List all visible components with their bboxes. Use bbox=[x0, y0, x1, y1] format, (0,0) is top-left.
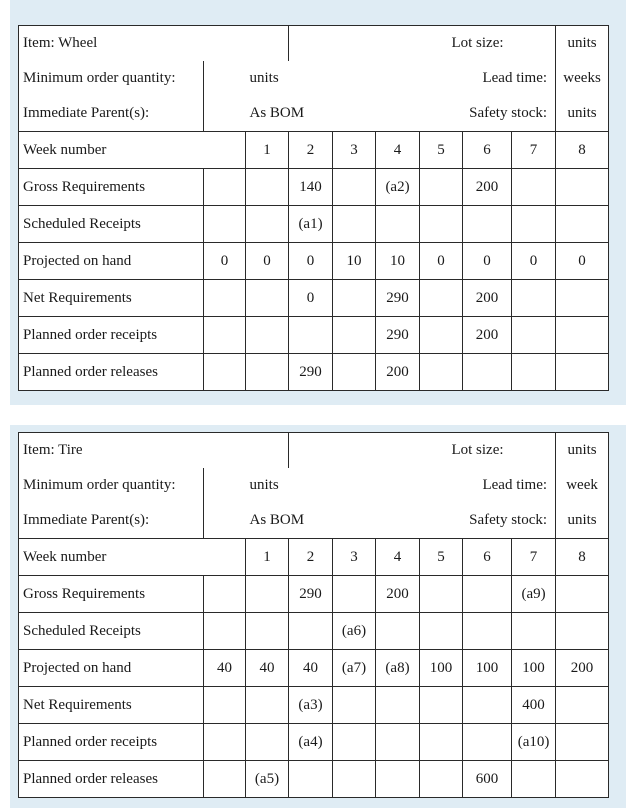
table-row bbox=[19, 613, 609, 650]
week-5: 5 bbox=[420, 132, 463, 169]
week-5-cell bbox=[420, 687, 463, 724]
week-3-cell: (a7) bbox=[333, 650, 376, 687]
week-6-cell: 600 bbox=[463, 761, 512, 798]
week-7-cell bbox=[512, 280, 556, 317]
week-4-cell bbox=[376, 687, 420, 724]
week-6-cell bbox=[463, 724, 512, 761]
safety-stock-label: Safety stock: bbox=[469, 512, 548, 528]
week-6-cell: 200 bbox=[463, 169, 512, 206]
row-label: Projected on hand bbox=[19, 243, 204, 280]
week-1-cell bbox=[246, 169, 289, 206]
week-1: 1 bbox=[246, 539, 289, 576]
week-7: 7 bbox=[512, 539, 556, 576]
week-3-cell: (a6) bbox=[333, 613, 376, 650]
week-5-cell bbox=[420, 280, 463, 317]
week-8-cell bbox=[556, 576, 609, 613]
starting-inventory-cell bbox=[204, 354, 246, 391]
week-7-cell: 400 bbox=[512, 687, 556, 724]
min-order-unit: units bbox=[249, 477, 279, 493]
week-4-cell bbox=[376, 724, 420, 761]
table-row bbox=[19, 354, 609, 391]
lot-size-unit: units bbox=[556, 433, 609, 469]
week-7-cell bbox=[512, 169, 556, 206]
week-8-cell bbox=[556, 206, 609, 243]
week-6: 6 bbox=[463, 539, 512, 576]
week-3-cell bbox=[333, 761, 376, 798]
starting-inventory-cell: 0 bbox=[204, 243, 246, 280]
week-1: 1 bbox=[246, 132, 289, 169]
week-number-label: Week number bbox=[19, 132, 246, 169]
week-8-cell: 0 bbox=[556, 243, 609, 280]
min-order-label: Minimum order quantity: bbox=[19, 61, 204, 96]
week-2: 2 bbox=[289, 132, 333, 169]
week-3: 3 bbox=[333, 132, 376, 169]
week-2: 2 bbox=[289, 539, 333, 576]
week-8-cell bbox=[556, 169, 609, 206]
week-5-cell bbox=[420, 724, 463, 761]
starting-inventory-cell bbox=[204, 724, 246, 761]
week-1-cell bbox=[246, 317, 289, 354]
week-6: 6 bbox=[463, 132, 512, 169]
week-3: 3 bbox=[333, 539, 376, 576]
week-6-cell: 100 bbox=[463, 650, 512, 687]
parents-value: As BOM bbox=[249, 512, 305, 528]
week-4-cell: (a2) bbox=[376, 169, 420, 206]
min-order-label: Minimum order quantity: bbox=[19, 468, 204, 503]
table-row bbox=[19, 650, 609, 687]
week-7-cell bbox=[512, 317, 556, 354]
week-4-cell: (a8) bbox=[376, 650, 420, 687]
week-7-cell: 0 bbox=[512, 243, 556, 280]
week-5-cell: 0 bbox=[420, 243, 463, 280]
week-2-cell: 0 bbox=[289, 280, 333, 317]
lead-time-unit: week bbox=[556, 468, 609, 503]
week-8-cell bbox=[556, 613, 609, 650]
week-7-cell bbox=[512, 206, 556, 243]
week-4-cell: 10 bbox=[376, 243, 420, 280]
week-2-cell: 40 bbox=[289, 650, 333, 687]
week-7: 7 bbox=[512, 132, 556, 169]
parents-value: As BOM bbox=[249, 105, 305, 121]
week-8-cell bbox=[556, 724, 609, 761]
week-4-cell bbox=[376, 206, 420, 243]
lead-time-unit: weeks bbox=[556, 61, 609, 96]
week-5-cell bbox=[420, 576, 463, 613]
safety-stock-unit: units bbox=[556, 503, 609, 539]
week-5-cell bbox=[420, 354, 463, 391]
week-3-cell bbox=[333, 169, 376, 206]
week-5-cell bbox=[420, 761, 463, 798]
table-row bbox=[19, 169, 609, 206]
week-4: 4 bbox=[376, 539, 420, 576]
week-6-cell bbox=[463, 206, 512, 243]
week-5-cell bbox=[420, 206, 463, 243]
week-3-cell bbox=[333, 354, 376, 391]
starting-inventory-cell bbox=[204, 687, 246, 724]
starting-inventory-cell: 40 bbox=[204, 650, 246, 687]
starting-inventory-cell bbox=[204, 576, 246, 613]
table-row bbox=[19, 724, 609, 761]
week-5-cell bbox=[420, 613, 463, 650]
row-label: Planned order releases bbox=[19, 761, 204, 798]
wheel-mrp-table bbox=[18, 25, 609, 391]
row-label: Planned order receipts bbox=[19, 317, 204, 354]
week-1-cell bbox=[246, 613, 289, 650]
parents-label: Immediate Parent(s): bbox=[19, 96, 204, 132]
safety-stock-label: Safety stock: bbox=[469, 105, 548, 121]
row-label: Net Requirements bbox=[19, 280, 204, 317]
row-label: Planned order receipts bbox=[19, 724, 204, 761]
starting-inventory-cell bbox=[204, 169, 246, 206]
week-4: 4 bbox=[376, 132, 420, 169]
starting-inventory-cell bbox=[204, 317, 246, 354]
week-1-cell: 0 bbox=[246, 243, 289, 280]
item-name: Item: Wheel bbox=[19, 26, 289, 62]
week-5-cell bbox=[420, 169, 463, 206]
week-7-cell: (a10) bbox=[512, 724, 556, 761]
week-2-cell bbox=[289, 613, 333, 650]
lead-time-label: Lead time: bbox=[482, 70, 548, 86]
week-6-cell bbox=[463, 687, 512, 724]
week-8: 8 bbox=[556, 539, 609, 576]
week-4-cell: 290 bbox=[376, 280, 420, 317]
week-2-cell: 290 bbox=[289, 354, 333, 391]
table-row bbox=[19, 280, 609, 317]
week-number-label: Week number bbox=[19, 539, 246, 576]
week-2-cell bbox=[289, 761, 333, 798]
item-name: Item: Tire bbox=[19, 433, 289, 469]
week-6-cell bbox=[463, 613, 512, 650]
starting-inventory-cell bbox=[204, 206, 246, 243]
tire-mrp-table bbox=[18, 432, 609, 798]
week-3-cell bbox=[333, 576, 376, 613]
week-6-cell bbox=[463, 576, 512, 613]
row-label: Gross Requirements bbox=[19, 169, 204, 206]
week-2-cell: (a3) bbox=[289, 687, 333, 724]
week-3-cell bbox=[333, 687, 376, 724]
week-3-cell bbox=[333, 280, 376, 317]
row-label: Projected on hand bbox=[19, 650, 204, 687]
week-8: 8 bbox=[556, 132, 609, 169]
week-7-cell: 100 bbox=[512, 650, 556, 687]
row-label: Gross Requirements bbox=[19, 576, 204, 613]
starting-inventory-cell bbox=[204, 761, 246, 798]
lot-size-label: Lot size: bbox=[376, 433, 512, 469]
week-1-cell: 40 bbox=[246, 650, 289, 687]
week-4-cell bbox=[376, 613, 420, 650]
week-8-cell bbox=[556, 687, 609, 724]
week-3-cell bbox=[333, 317, 376, 354]
week-8-cell bbox=[556, 317, 609, 354]
week-2-cell: (a4) bbox=[289, 724, 333, 761]
week-6-cell bbox=[463, 354, 512, 391]
parents-label: Immediate Parent(s): bbox=[19, 503, 204, 539]
starting-inventory-cell bbox=[204, 613, 246, 650]
lot-size-unit: units bbox=[556, 26, 609, 62]
week-5-cell: 100 bbox=[420, 650, 463, 687]
week-1-cell: (a5) bbox=[246, 761, 289, 798]
lead-time-label: Lead time: bbox=[482, 477, 548, 493]
safety-stock-unit: units bbox=[556, 96, 609, 132]
week-3-cell: 10 bbox=[333, 243, 376, 280]
row-label: Net Requirements bbox=[19, 687, 204, 724]
week-5: 5 bbox=[420, 539, 463, 576]
week-8-cell bbox=[556, 761, 609, 798]
week-4-cell: 200 bbox=[376, 576, 420, 613]
week-8-cell bbox=[556, 280, 609, 317]
week-1-cell bbox=[246, 354, 289, 391]
week-1-cell bbox=[246, 576, 289, 613]
week-2-cell: (a1) bbox=[289, 206, 333, 243]
week-1-cell bbox=[246, 687, 289, 724]
table-row bbox=[19, 576, 609, 613]
row-label: Planned order releases bbox=[19, 354, 204, 391]
week-3-cell bbox=[333, 724, 376, 761]
week-1-cell bbox=[246, 724, 289, 761]
table-row bbox=[19, 317, 609, 354]
week-7-cell bbox=[512, 613, 556, 650]
week-7-cell bbox=[512, 354, 556, 391]
week-3-cell bbox=[333, 206, 376, 243]
table-row bbox=[19, 243, 609, 280]
week-4-cell: 290 bbox=[376, 317, 420, 354]
lot-size-label: Lot size: bbox=[376, 26, 512, 62]
table-row bbox=[19, 206, 609, 243]
week-6-cell: 200 bbox=[463, 317, 512, 354]
table-row bbox=[19, 687, 609, 724]
week-2-cell: 290 bbox=[289, 576, 333, 613]
week-8-cell bbox=[556, 354, 609, 391]
week-2-cell bbox=[289, 317, 333, 354]
week-2-cell: 140 bbox=[289, 169, 333, 206]
week-7-cell: (a9) bbox=[512, 576, 556, 613]
week-6-cell: 200 bbox=[463, 280, 512, 317]
week-5-cell bbox=[420, 317, 463, 354]
week-1-cell bbox=[246, 206, 289, 243]
week-6-cell: 0 bbox=[463, 243, 512, 280]
week-7-cell bbox=[512, 761, 556, 798]
row-label: Scheduled Receipts bbox=[19, 613, 204, 650]
min-order-unit: units bbox=[249, 70, 279, 86]
week-4-cell bbox=[376, 761, 420, 798]
week-4-cell: 200 bbox=[376, 354, 420, 391]
week-1-cell bbox=[246, 280, 289, 317]
table-row bbox=[19, 761, 609, 798]
row-label: Scheduled Receipts bbox=[19, 206, 204, 243]
week-8-cell: 200 bbox=[556, 650, 609, 687]
starting-inventory-cell bbox=[204, 280, 246, 317]
week-2-cell: 0 bbox=[289, 243, 333, 280]
